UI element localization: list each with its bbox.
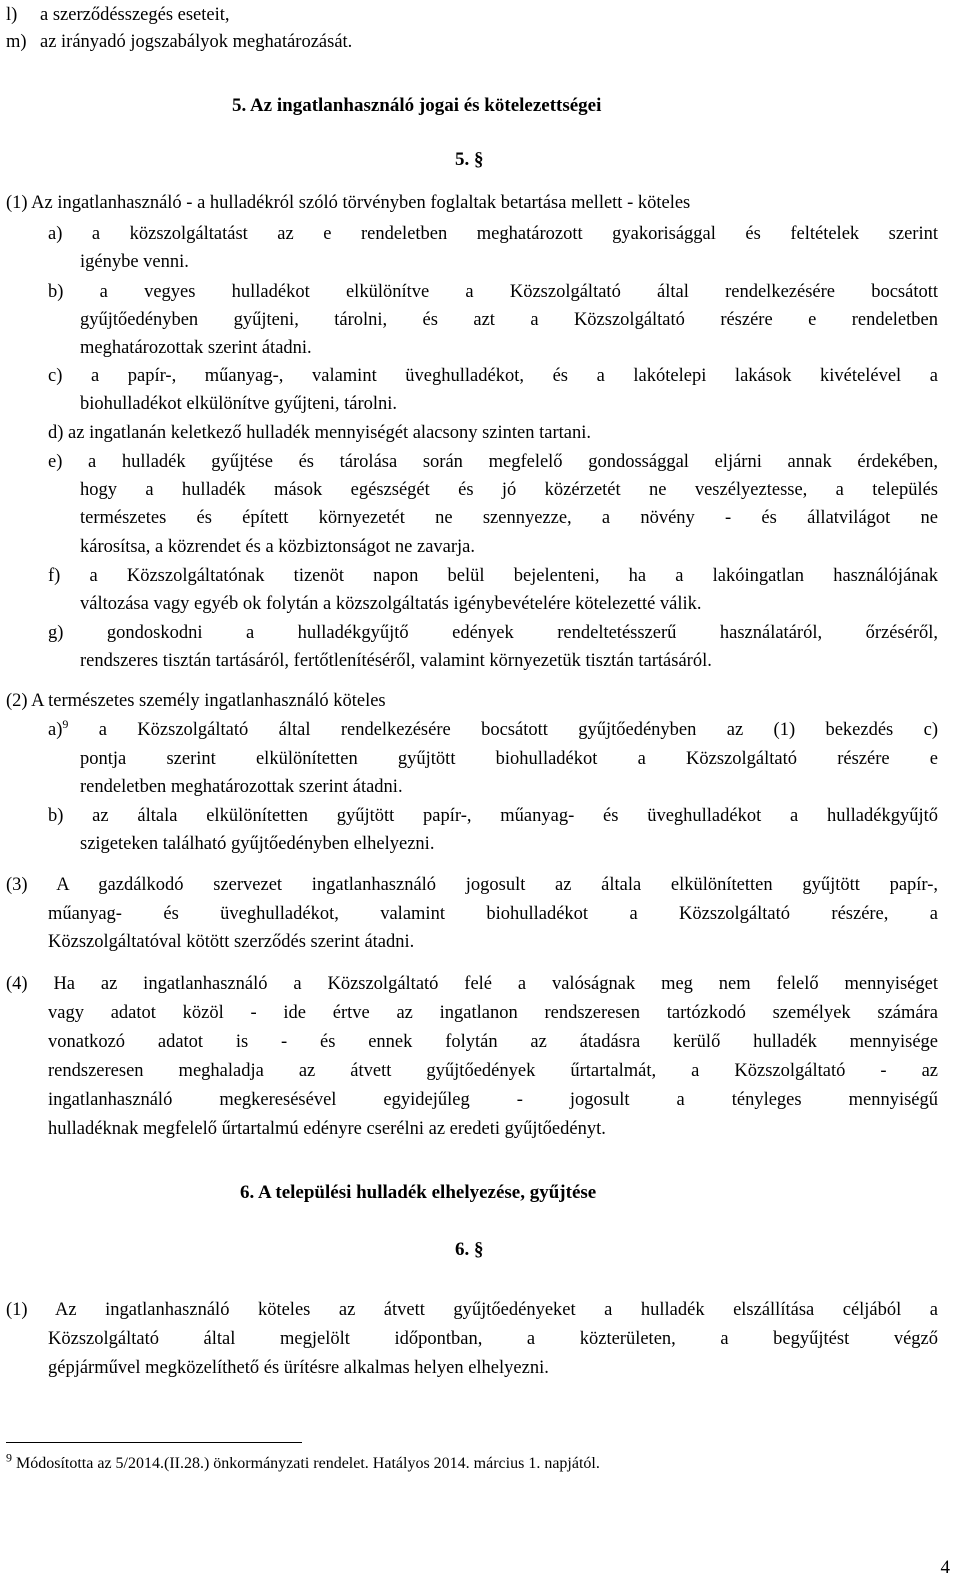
p5-1-intro: (1) Az ingatlanhasználó - a hulladékról szóló törvényben foglaltak betartása mellett - köteles xyxy=(6,193,691,213)
list-item-l: l) a szerződésszegés eseteit, xyxy=(6,5,230,25)
p5-1-b-line2: gyűjtőedényben gyűjteni, tárolni, és azt a Közszolgáltató részére e rendeletben xyxy=(80,310,938,330)
p5-3-line2: műanyag- és üveghulladékot, valamint biohulladékot a Közszolgáltató részére, a xyxy=(48,904,938,924)
p5-4-line6: hulladéknak megfelelő űrtartalmú edényre cserélni az eredeti gyűjtőedényt. xyxy=(48,1119,606,1139)
p5-2-intro: (2) A természetes személy ingatlanhasználó köteles xyxy=(6,691,386,711)
p5-4-line3: vonatkozó adatot is - és ennek folytán az átadásra kerülő hulladék mennyisége xyxy=(48,1032,938,1052)
p5-1-a-line2: igénybe venni. xyxy=(80,252,189,272)
footnote-number: 9 xyxy=(6,1450,12,1465)
p5-4-line1: (4) Ha az ingatlanhasználó a Közszolgáltató felé a valóságnak meg nem felelő mennyiséget xyxy=(6,974,938,994)
p5-1-f-line1: f) a Közszolgáltatónak tizenöt napon belül bejelenteni, ha a lakóingatlan használójának xyxy=(48,566,938,586)
page-number: 4 xyxy=(940,1557,950,1578)
p5-4-line2: vagy adatot közöl - ide értve az ingatlanon rendszeresen tartózkodó személyek számára xyxy=(48,1003,938,1023)
p5-1-f-line2: változása vagy egyéb ok folytán a közszolgáltatás igénybevételére kötelezetté válik. xyxy=(80,594,702,614)
p5-1-g-line1: g) gondoskodni a hulladékgyűjtő edények rendeltetésszerű használatáról, őrzéséről, xyxy=(48,623,938,643)
p5-1-e-line1: e) a hulladék gyűjtése és tárolása során megfelelő gondossággal eljárni annak érdekében, xyxy=(48,452,938,472)
footnote xyxy=(6,1452,600,1476)
p5-1-g-line2: rendszeres tisztán tartásáról, fertőtlenítéséről, valamint környezetük tisztán tartásáról. xyxy=(80,651,712,671)
footnote-separator xyxy=(6,1442,302,1443)
p6-1-line2: Közszolgáltató által megjelölt időpontban, a közterületen, a begyűjtést végző xyxy=(48,1329,938,1349)
section-6-title: 6. A települési hulladék elhelyezése, gyűjtése xyxy=(240,1182,597,1203)
p5-1-a-line1: a) a közszolgáltatást az e rendeletben meghatározott gyakorisággal és feltételek szerint xyxy=(48,224,938,244)
paragraph-6-title: 6. § xyxy=(455,1239,484,1260)
p5-2-a-line2: pontja szerint elkülönítetten gyűjtött biohulladékot a Közszolgáltató részére e xyxy=(80,749,938,769)
p5-1-c-line2: biohulladékot elkülönítve gyűjteni, tárolni. xyxy=(80,394,398,414)
p5-2-b-line1: b) az általa elkülönítetten gyűjtött papír-, műanyag- és üveghulladékot a hulladékgyűjtő xyxy=(48,806,938,826)
footnote-text: Módosította az 5/2014.(II.28.) önkormányzati rendelet. Hatályos 2014. március 1. napjától. xyxy=(12,1455,600,1472)
section-5-title: 5. Az ingatlanhasználó jogai és kötelezettségei xyxy=(232,95,602,116)
p5-2-a-line1: a)$^9$ a Közszolgáltató által rendelkezésére bocsátott gyűjtőedényben az (1) bekezdés c) xyxy=(48,716,938,740)
p5-1-e-line4: károsítsa, a közrendet és a közbiztonságot ne zavarja. xyxy=(80,537,476,557)
p5-2-a-line3: rendeletben meghatározottak szerint átadni. xyxy=(80,777,403,797)
p5-4-line5: ingatlanhasználó megkeresésével egyidejűleg - jogosult a tényleges mennyiségű xyxy=(48,1090,938,1110)
list-item-m: m) az irányadó jogszabályok meghatározását. xyxy=(6,32,353,52)
p5-3-line1: (3) A gazdálkodó szervezet ingatlanhasználó jogosult az általa elkülönítetten gyűjtött papír-, xyxy=(6,875,938,895)
p6-1-line1: (1) Az ingatlanhasználó köteles az átvett gyűjtőedényeket a hulladék elszállítása céljából a xyxy=(6,1300,938,1320)
p5-1-d: d) az ingatlanán keletkező hulladék mennyiségét alacsony szinten tartani. xyxy=(48,423,591,443)
p5-4-line4: rendszeresen meghaladja az átvett gyűjtőedények űrtartalmát, a Közszolgáltató - az xyxy=(48,1061,938,1081)
p5-1-e-line3: természetes és épített környezetét ne szennyezze, a növény - és állatvilágot ne xyxy=(80,508,938,528)
p5-1-b-line1: b) a vegyes hulladékot elkülönítve a Közszolgáltató által rendelkezésére bocsátott xyxy=(48,282,938,302)
p6-1-line3: gépjárművel megközelíthető és ürítésre alkalmas helyen elhelyezni. xyxy=(48,1358,549,1378)
p5-2-b-line2: szigeteken található gyűjtőedényben elhelyezni. xyxy=(80,834,435,854)
paragraph-5-title: 5. § xyxy=(455,149,484,170)
footnote-ref: 9 xyxy=(62,716,69,731)
p5-1-b-line3: meghatározottak szerint átadni. xyxy=(80,338,312,358)
p5-1-e-line2: hogy a hulladék mások egészségét és jó közérzetét ne veszélyeztesse, a település xyxy=(80,480,938,500)
p5-1-c-line1: c) a papír-, műanyag-, valamint üveghulladékot, és a lakótelepi lakások kivételével a xyxy=(48,366,938,386)
p5-3-line3: Közszolgáltatóval kötött szerződés szerint átadni. xyxy=(48,932,415,952)
